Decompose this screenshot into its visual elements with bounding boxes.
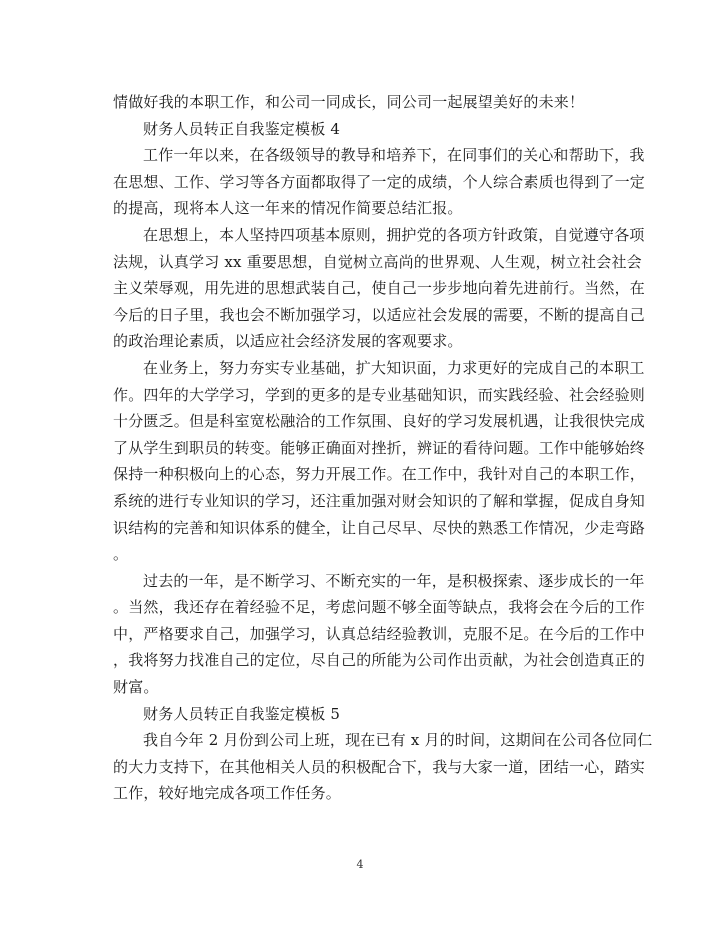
body-line: 作。四年的大学学习，学到的更多的是专业基础知识，而实践经验、社会经验则 (113, 385, 646, 404)
body-line: 在业务上，努力夯实专业基础，扩大知识面，力求更好的完成自己的本职工 (143, 358, 645, 377)
body-line: 工作，较好地完成各项工作任务。 (113, 784, 342, 803)
body-line: 在思想上，本人坚持四项基本原则，拥护党的各项方针政策，自觉遵守各项 (143, 225, 645, 244)
body-line: 保持一种积极向上的心态，努力开展工作。在工作中，我针对自己的本职工作， (113, 465, 646, 484)
body-line: 系统的进行专业知识的学习，还注重加强对财会知识的了解和掌握，促成自身知 (113, 491, 646, 510)
section-heading: 财务人员转正自我鉴定模板 4 (143, 119, 341, 138)
body-line: 识结构的完善和知识体系的健全，让自己尽早、尽快的熟悉工作情况，少走弯路 (113, 518, 646, 537)
body-line: 法规，认真学习 xx 重要思想，自觉树立高尚的世界观、人生观，树立社会社会 (113, 252, 642, 271)
body-line: 情做好我的本职工作，和公司一同成长，同公司一起展望美好的未来！ (113, 93, 585, 111)
body-line: 工作一年以来，在各级领导的教导和培养下，在同事们的关心和帮助下，我 (143, 146, 645, 165)
body-line: 。 (113, 545, 129, 564)
page-number: 4 (356, 858, 364, 871)
section-heading: 财务人员转正自我鉴定模板 5 (143, 704, 341, 723)
body-line: 财富。 (113, 678, 159, 697)
body-line: 的政治理论素质，以适应社会经济发展的客观要求。 (113, 332, 463, 351)
document-body (113, 89, 653, 807)
body-line: 十分匮乏。但是科室宽松融洽的工作氛围、良好的学习发展机遇，让我很快完成 (113, 412, 646, 431)
body-line: 了从学生到职员的转变。能够正确面对挫折，辨证的看待问题。工作中能够始终 (113, 438, 646, 457)
body-line: 的提高，现将本人这一年来的情况作简要总结汇报。 (113, 199, 463, 218)
body-line: 中，严格要求自己，加强学习，认真总结经验教训，克服不足。在今后的工作中 (113, 624, 646, 643)
body-line: 过去的一年，是不断学习、不断充实的一年，是积极探索、逐步成长的一年 (143, 571, 645, 590)
body-line: ，我将努力找准自己的定位，尽自己的所能为公司作出贡献，为社会创造真正的 (113, 651, 646, 670)
body-line: 今后的日子里，我也会不断加强学习，以适应社会发展的需要，不断的提高自己 (113, 305, 646, 324)
body-line: 的大力支持下，在其他相关人员的积极配合下，我与大家一道，团结一心，踏实 (113, 757, 646, 776)
body-line: 我自今年 2 月份到公司上班，现在已有 x 月的时间，这期间在公司各位同仁 (143, 731, 653, 750)
body-line: 主义荣辱观，用先进的思想武装自己，使自己一步步地向着先进前行。当然，在 (113, 279, 646, 298)
body-line: 。当然，我还存在着经验不足，考虑问题不够全面等缺点，我将会在今后的工作 (113, 598, 646, 617)
body-line: 在思想、工作、学习等各方面都取得了一定的成绩，个人综合素质也得到了一定 (113, 172, 646, 191)
